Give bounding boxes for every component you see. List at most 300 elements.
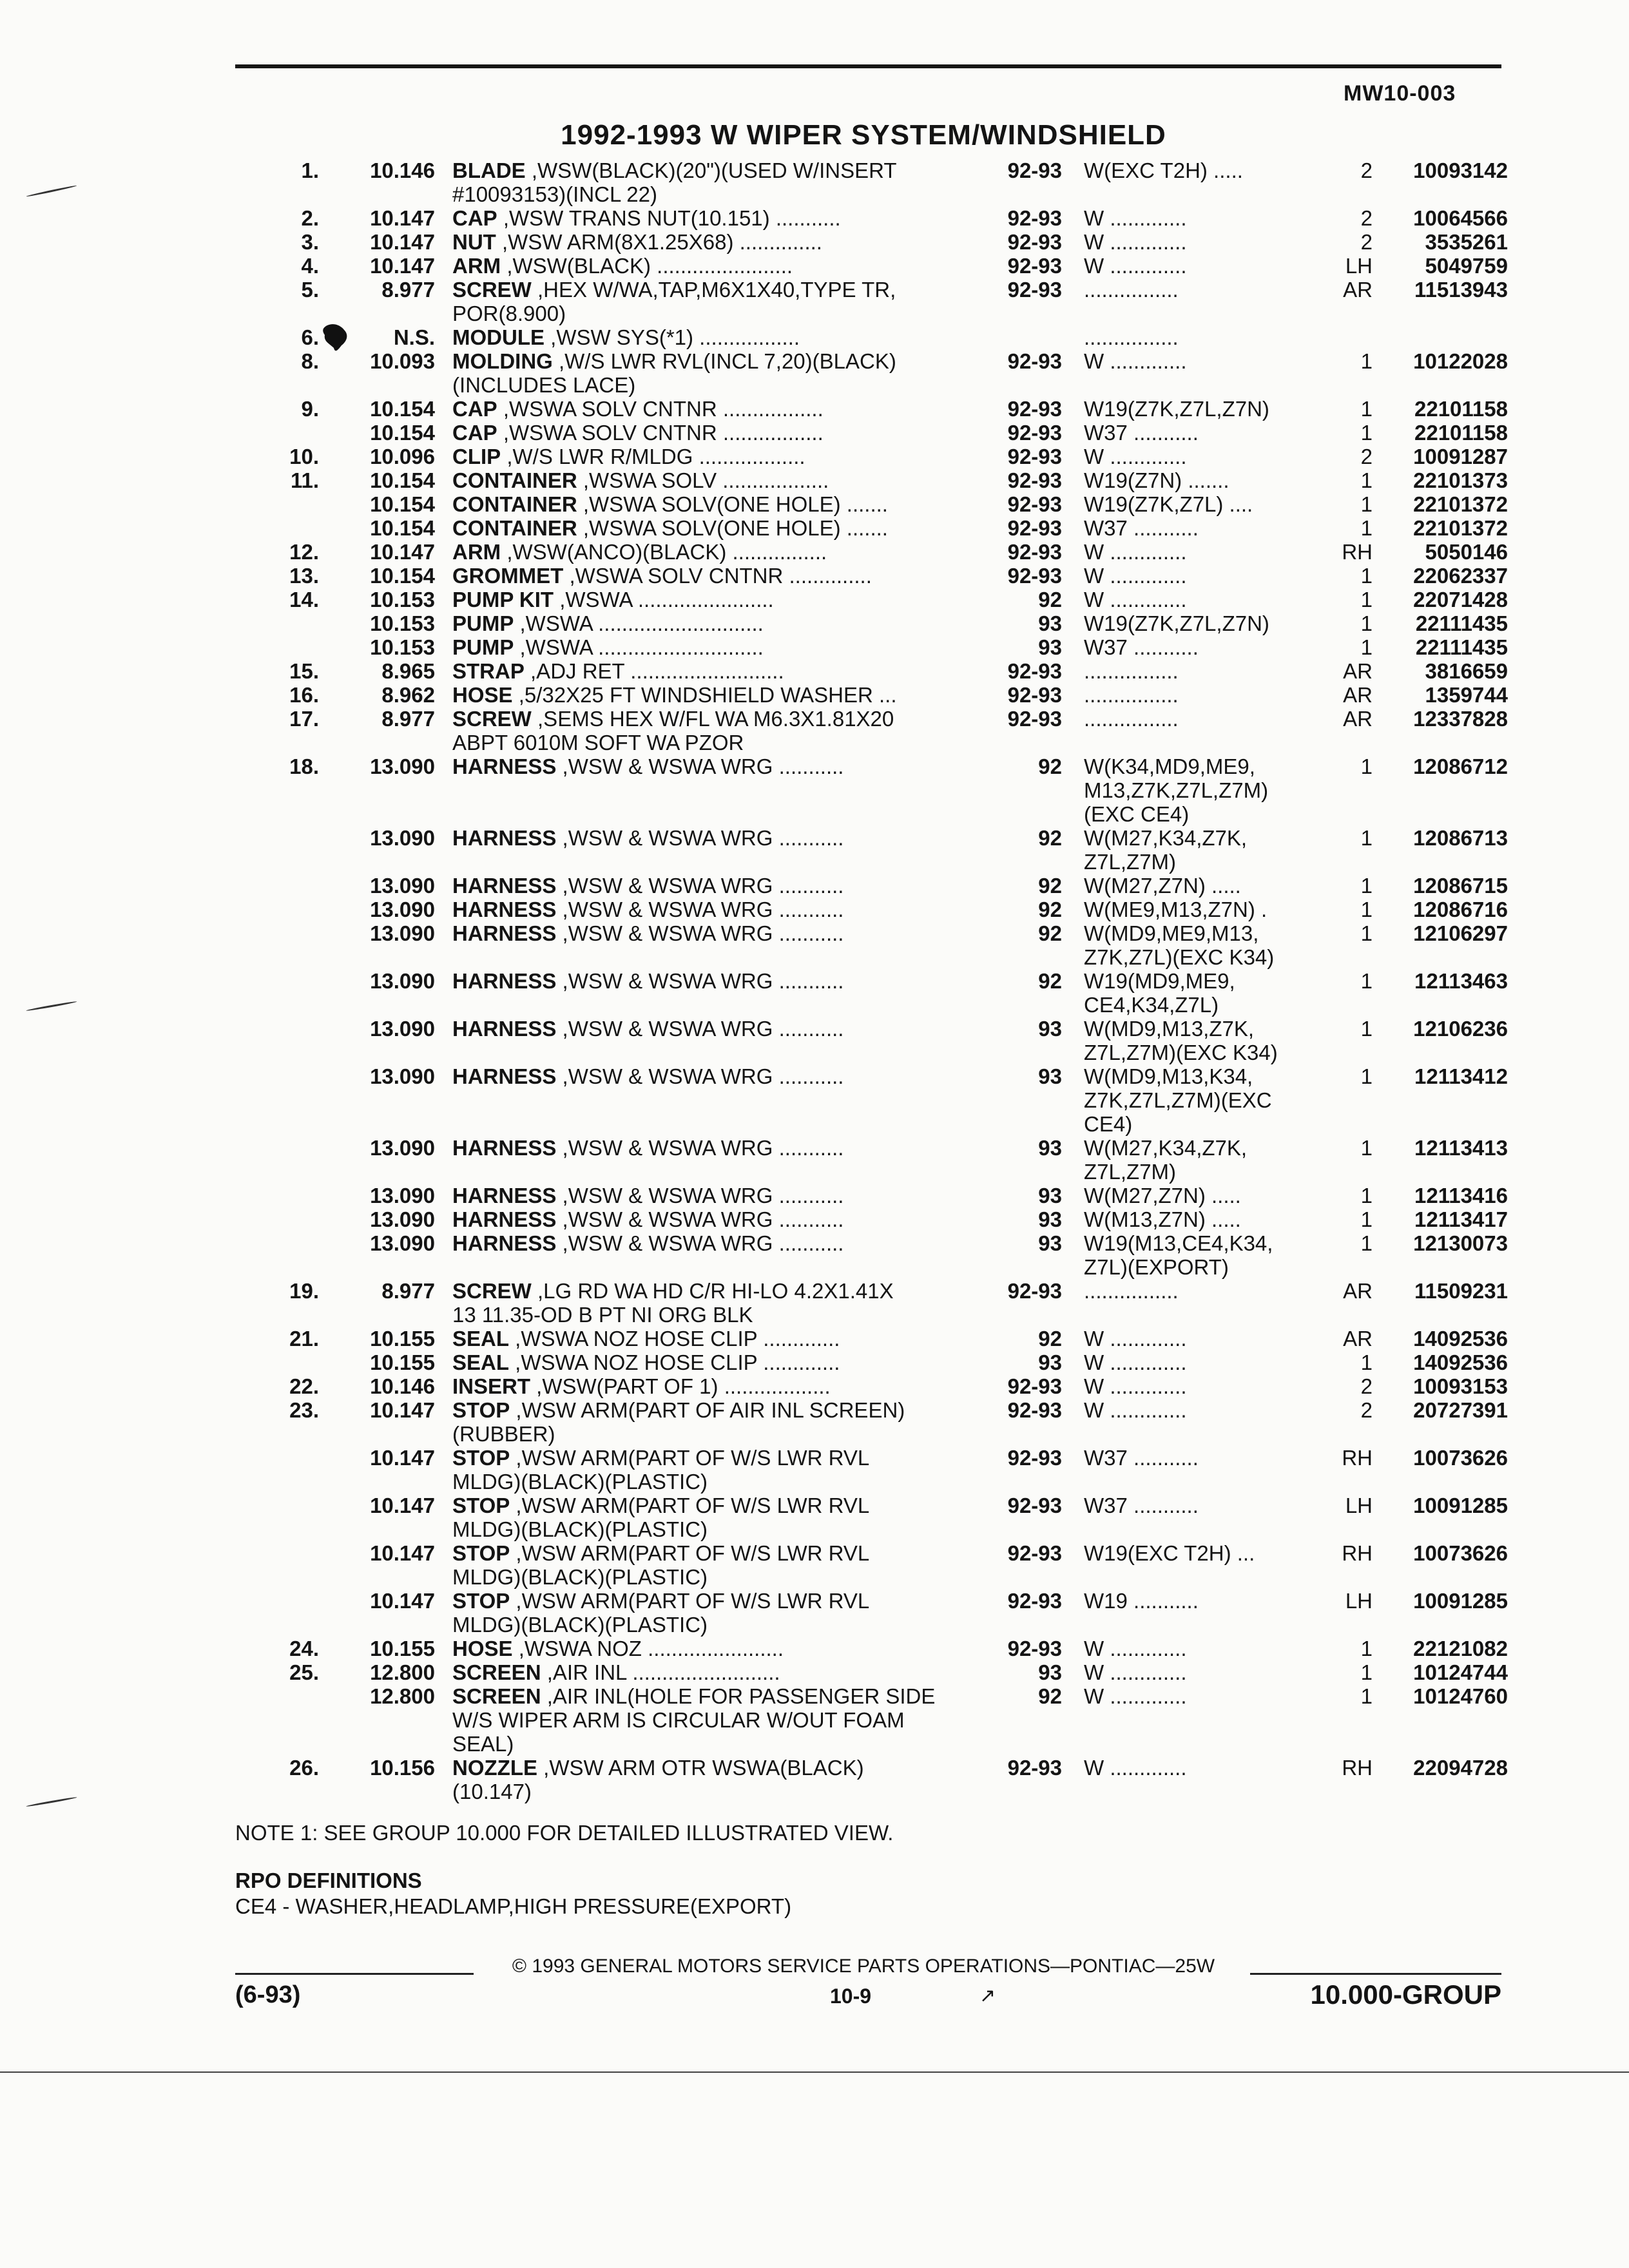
part-row [258, 516, 1508, 540]
description-text: ,WSWA ............................ [514, 635, 764, 659]
group-number: 8.977 [381, 1279, 435, 1303]
group-number: 10.146 [370, 1374, 435, 1398]
quantity: 1 [1360, 898, 1373, 921]
quantity: 1 [1360, 397, 1373, 421]
item-number: 1. [301, 159, 319, 182]
description [452, 1136, 987, 1160]
part-name: HARNESS [452, 1231, 557, 1255]
group-number: 10.153 [370, 611, 435, 635]
description-text: ,WSW(BLACK)(20")(USED W/INSERT #10093153)(INCL 22) [452, 159, 897, 206]
part-row [258, 969, 1508, 1017]
part-number: 12106297 [1413, 921, 1508, 945]
part-row [258, 159, 1508, 206]
part-row [258, 1136, 1508, 1184]
part-name: HARNESS [452, 1184, 557, 1207]
description-text: ,WSWA SOLV CNTNR ................. [497, 421, 824, 445]
part-row [258, 468, 1508, 492]
part-row [258, 754, 1508, 826]
part-number: 22101372 [1413, 492, 1508, 516]
description-text: ,WSW ARM OTR WSWA(BLACK) (10.147) [452, 1756, 864, 1803]
part-number: 3535261 [1425, 230, 1508, 254]
binder-hole-mark [26, 1796, 77, 1807]
description [452, 564, 987, 588]
quantity: 1 [1360, 349, 1373, 373]
page-code: MW10-003 [1344, 81, 1456, 106]
description [452, 874, 987, 898]
item-number: 3. [301, 230, 319, 254]
model-year: 92-93 [1007, 540, 1062, 564]
group-number: 10.154 [370, 516, 435, 540]
description-text: ,WSW ARM(PART OF W/S LWR RVL MLDG)(BLACK)(PLASTIC) [452, 1446, 870, 1494]
part-row [258, 1207, 1508, 1231]
usage: W ............. [1084, 254, 1187, 278]
part-name: HOSE [452, 1637, 513, 1660]
model-year: 92-93 [1007, 278, 1062, 302]
description-text: ,WSWA NOZ HOSE CLIP ............. [509, 1327, 840, 1350]
part-number: 22094728 [1413, 1756, 1508, 1780]
part-name: HARNESS [452, 754, 557, 778]
part-name: HARNESS [452, 1017, 557, 1041]
model-year: 92-93 [1007, 421, 1062, 445]
description [452, 230, 987, 254]
item-number: 13. [289, 564, 319, 588]
group-number: 10.147 [370, 206, 435, 230]
description [452, 1494, 987, 1541]
part-row [258, 1756, 1508, 1803]
usage: ................ [1084, 683, 1179, 707]
description-text: ,ADJ RET .......................... [524, 659, 784, 683]
item-number: 9. [301, 397, 319, 421]
part-number: 10073626 [1413, 1446, 1508, 1470]
description [452, 683, 987, 707]
usage: W ............. [1084, 540, 1187, 564]
usage: ................ [1084, 1279, 1179, 1303]
model-year: 93 [1038, 1207, 1062, 1231]
part-name: CAP [452, 206, 497, 230]
part-number: 22121082 [1413, 1637, 1508, 1660]
item-number: 10. [289, 445, 319, 468]
model-year: 92-93 [1007, 564, 1062, 588]
part-number: 12337828 [1413, 707, 1508, 731]
group-number: 13.090 [370, 826, 435, 850]
quantity: 1 [1360, 421, 1373, 445]
revision-date: (6-93) [235, 1981, 301, 2008]
part-name: PUMP KIT [452, 588, 554, 611]
description-text: ,SEMS HEX W/FL WA M6.3X1.81X20 ABPT 6010M SOFT WA PZOR [452, 707, 894, 754]
usage: W ............. [1084, 1684, 1187, 1708]
model-year: 92-93 [1007, 1279, 1062, 1303]
part-row [258, 683, 1508, 707]
part-number: 12113413 [1414, 1136, 1508, 1160]
model-year: 93 [1038, 1064, 1062, 1088]
description-text: ,WSW & WSWA WRG ........... [556, 1017, 844, 1041]
group-number: 10.147 [370, 1446, 435, 1470]
model-year: 92-93 [1007, 206, 1062, 230]
part-name: MOLDING [452, 349, 553, 373]
model-year: 92 [1038, 969, 1062, 993]
group-number: 12.800 [370, 1684, 435, 1708]
part-number: 3816659 [1425, 659, 1508, 683]
description-text: ,AIR INL ......................... [541, 1660, 780, 1684]
part-row [258, 1184, 1508, 1207]
group-number: 10.147 [370, 1494, 435, 1517]
description [452, 588, 987, 611]
part-row [258, 1541, 1508, 1589]
quantity: 1 [1360, 516, 1373, 540]
part-name: STOP [452, 1398, 510, 1422]
group-number: 12.800 [370, 1660, 435, 1684]
part-name: HARNESS [452, 826, 557, 850]
part-name: STOP [452, 1494, 510, 1517]
item-number: 5. [301, 278, 319, 302]
part-row [258, 421, 1508, 445]
model-year: 92-93 [1007, 1637, 1062, 1660]
quantity: RH [1342, 540, 1373, 564]
item-number: 26. [289, 1756, 319, 1780]
part-number: 20727391 [1413, 1398, 1508, 1422]
quantity: 1 [1360, 1231, 1373, 1255]
description-text: ,WSWA SOLV(ONE HOLE) ....... [577, 492, 888, 516]
part-number: 10091285 [1413, 1589, 1508, 1613]
usage: W ............. [1084, 564, 1187, 588]
part-name: STOP [452, 1541, 510, 1565]
group-number: 10.096 [370, 445, 435, 468]
part-number: 12113417 [1414, 1207, 1508, 1231]
usage: W19 ........... [1084, 1589, 1199, 1613]
usage: W ............. [1084, 588, 1187, 611]
part-name: ARM [452, 540, 501, 564]
model-year: 92-93 [1007, 516, 1062, 540]
part-row [258, 349, 1508, 397]
part-number: 10093142 [1413, 159, 1508, 182]
item-number: 15. [289, 659, 319, 683]
part-row [258, 1231, 1508, 1279]
group-number: 10.147 [370, 1398, 435, 1422]
page-number: 10-9 [829, 1984, 872, 2008]
model-year: 93 [1038, 635, 1062, 659]
quantity: 2 [1360, 1398, 1373, 1422]
description-text: ,W/S LWR RVL(INCL 7,20)(BLACK) (INCLUDES LACE) [452, 349, 896, 397]
description [452, 754, 987, 778]
part-name: STOP [452, 1446, 510, 1470]
description-text: ,WSW & WSWA WRG ........... [556, 1064, 844, 1088]
item-number: 17. [289, 707, 319, 731]
item-number: 14. [289, 588, 319, 611]
copyright-line: © 1993 GENERAL MOTORS SERVICE PARTS OPERATIONS—PONTIAC—25W [512, 1956, 1215, 1977]
pen-mark-icon: ↗ [979, 1985, 996, 2006]
footer-rule-right [1250, 1973, 1501, 1975]
part-number: 22111435 [1415, 635, 1508, 659]
quantity: AR [1343, 707, 1373, 731]
description [452, 921, 987, 945]
group-number: 10.156 [370, 1756, 435, 1780]
part-number: 22101158 [1414, 421, 1508, 445]
group-number: 10.147 [370, 1589, 435, 1613]
part-name: CAP [452, 421, 497, 445]
description-text: ,WSWA NOZ ....................... [512, 1637, 784, 1660]
quantity: 2 [1360, 1374, 1373, 1398]
part-name: HARNESS [452, 969, 557, 993]
group-number: 13.090 [370, 921, 435, 945]
group-number: 13.090 [370, 874, 435, 898]
description-text: ,WSW ARM(PART OF W/S LWR RVL MLDG)(BLACK)(PLASTIC) [452, 1589, 870, 1637]
description [452, 1184, 987, 1207]
description [452, 1231, 987, 1255]
quantity: 1 [1360, 1684, 1373, 1708]
parts-list [258, 159, 1508, 1803]
description-text: ,WSW ARM(PART OF AIR INL SCREEN) (RUBBER) [452, 1398, 905, 1446]
part-number: 12113463 [1414, 969, 1508, 993]
quantity: AR [1343, 659, 1373, 683]
part-number: 12113416 [1414, 1184, 1508, 1207]
quantity: AR [1343, 278, 1373, 302]
item-number: 4. [301, 254, 319, 278]
quantity: 2 [1360, 230, 1373, 254]
quantity: 1 [1360, 1207, 1373, 1231]
part-row [258, 826, 1508, 874]
part-number: 5050146 [1425, 540, 1508, 564]
binder-hole-mark [26, 185, 77, 198]
description [452, 707, 987, 754]
quantity: RH [1342, 1446, 1373, 1470]
item-number: 18. [289, 754, 319, 778]
description-text: ,WSW & WSWA WRG ........... [556, 898, 844, 921]
quantity: 1 [1360, 492, 1373, 516]
description [452, 278, 987, 325]
rpo-heading: RPO DEFINITIONS [235, 1869, 422, 1892]
model-year: 92 [1038, 898, 1062, 921]
description [452, 1207, 987, 1231]
part-row [258, 206, 1508, 230]
group-number: 10.147 [370, 1541, 435, 1565]
model-year: 92-93 [1007, 468, 1062, 492]
part-number: 12086713 [1413, 826, 1508, 850]
model-year: 92-93 [1007, 707, 1062, 731]
usage: W ............. [1084, 349, 1187, 373]
part-number: 10073626 [1413, 1541, 1508, 1565]
model-year: 92-93 [1007, 1494, 1062, 1517]
part-number: 22101158 [1414, 397, 1508, 421]
rpo-definition-ce4: CE4 - WASHER,HEADLAMP,HIGH PRESSURE(EXPORT) [235, 1894, 792, 1918]
part-row [258, 1350, 1508, 1374]
part-row [258, 1017, 1508, 1064]
description-text: ,WSW ARM(8X1.25X68) .............. [496, 230, 822, 254]
quantity: 1 [1360, 1350, 1373, 1374]
group-number: 10.153 [370, 635, 435, 659]
part-row [258, 278, 1508, 325]
quantity: 1 [1360, 564, 1373, 588]
usage: W19(Z7K,Z7L,Z7N) [1084, 611, 1269, 635]
description-text: ,WSW(PART OF 1) .................. [530, 1374, 831, 1398]
part-name: MODULE [452, 325, 545, 349]
quantity: 1 [1360, 1660, 1373, 1684]
part-number: 22062337 [1413, 564, 1508, 588]
usage: W ............. [1084, 1327, 1187, 1350]
description [452, 349, 987, 397]
part-number: 10124744 [1413, 1660, 1508, 1684]
part-name: SCREW [452, 278, 532, 302]
model-year: 92-93 [1007, 1756, 1062, 1780]
part-number: 12086716 [1413, 898, 1508, 921]
item-number: 11. [290, 468, 319, 492]
description-text: ,WSW & WSWA WRG ........... [556, 921, 844, 945]
usage: ................ [1084, 325, 1179, 349]
model-year: 92-93 [1007, 230, 1062, 254]
quantity: 2 [1360, 206, 1373, 230]
part-name: NOZZLE [452, 1756, 537, 1780]
group-number: 10.154 [370, 564, 435, 588]
part-row [258, 445, 1508, 468]
description [452, 1756, 987, 1803]
item-number: 22. [289, 1374, 319, 1398]
description [452, 1279, 987, 1327]
description-text: ,WSWA ............................ [514, 611, 764, 635]
part-name: HARNESS [452, 898, 557, 921]
description [452, 516, 987, 540]
description-text: ,HEX W/WA,TAP,M6X1X40,TYPE TR, POR(8.900) [452, 278, 896, 325]
part-row [258, 1589, 1508, 1637]
part-number: 10064566 [1413, 206, 1508, 230]
part-row [258, 1279, 1508, 1327]
item-number: 25. [289, 1660, 319, 1684]
description-text: ,WSWA SOLV CNTNR ................. [497, 397, 824, 421]
description-text: ,WSW SYS(*1) ................. [545, 325, 800, 349]
part-number: 12086715 [1413, 874, 1508, 898]
usage: W19(EXC T2H) ... [1084, 1541, 1255, 1565]
description [452, 1637, 987, 1660]
model-year: 93 [1038, 611, 1062, 635]
description [452, 1446, 987, 1494]
usage: W(M27,Z7N) ..... [1084, 1184, 1241, 1207]
group-number: N.S. [393, 325, 435, 349]
usage: W19(Z7N) ....... [1084, 468, 1229, 492]
usage: W(MD9,ME9,M13, Z7K,Z7L)(EXC K34) [1084, 921, 1275, 969]
usage: ................ [1084, 659, 1179, 683]
quantity: 1 [1360, 921, 1373, 945]
part-row [258, 1374, 1508, 1398]
quantity: AR [1343, 1327, 1373, 1350]
group-number: 10.154 [370, 397, 435, 421]
model-year: 92 [1038, 588, 1062, 611]
group-number: 10.155 [370, 1637, 435, 1660]
part-row [258, 540, 1508, 564]
group-number: 13.090 [370, 1207, 435, 1231]
description-text: ,WSW & WSWA WRG ........... [556, 1207, 844, 1231]
description-text: ,WSW(ANCO)(BLACK) ................ [501, 540, 827, 564]
part-number: 14092536 [1413, 1327, 1508, 1350]
part-number: 1359744 [1425, 683, 1508, 707]
model-year: 92-93 [1007, 1374, 1062, 1398]
description [452, 635, 987, 659]
group-number: 13.090 [370, 1184, 435, 1207]
model-year: 93 [1038, 1136, 1062, 1160]
usage: W ............. [1084, 1637, 1187, 1660]
description-text: ,WSW ARM(PART OF W/S LWR RVL MLDG)(BLACK)(PLASTIC) [452, 1541, 870, 1589]
part-row [258, 898, 1508, 921]
part-name: SEAL [452, 1350, 510, 1374]
model-year: 92-93 [1007, 492, 1062, 516]
item-number: 24. [289, 1637, 319, 1660]
usage: W ............. [1084, 1660, 1187, 1684]
model-year: 92-93 [1007, 659, 1062, 683]
description-text: ,WSW & WSWA WRG ........... [556, 754, 844, 778]
quantity: 1 [1360, 635, 1373, 659]
item-number: 2. [301, 206, 319, 230]
part-row [258, 492, 1508, 516]
part-row [258, 1064, 1508, 1136]
model-year: 93 [1038, 1350, 1062, 1374]
group-number: 10.155 [370, 1327, 435, 1350]
quantity: 1 [1360, 1637, 1373, 1660]
usage: W ............. [1084, 230, 1187, 254]
description-text: ,WSW & WSWA WRG ........... [556, 1231, 844, 1255]
part-number: 14092536 [1413, 1350, 1508, 1374]
group-number: 8.965 [381, 659, 435, 683]
group-number: 10.154 [370, 492, 435, 516]
part-row [258, 635, 1508, 659]
part-name: HARNESS [452, 1136, 557, 1160]
quantity: AR [1343, 683, 1373, 707]
description [452, 1064, 987, 1088]
description [452, 492, 987, 516]
part-name: CONTAINER [452, 492, 577, 516]
part-number: 10122028 [1413, 349, 1508, 373]
model-year: 92 [1038, 1327, 1062, 1350]
model-year: 92-93 [1007, 1446, 1062, 1470]
description [452, 445, 987, 468]
model-year: 93 [1038, 1231, 1062, 1255]
group-number: 10.154 [370, 468, 435, 492]
part-row [258, 707, 1508, 754]
usage: W(EXC T2H) ..... [1084, 159, 1243, 182]
group-number: 10.146 [370, 159, 435, 182]
description [452, 397, 987, 421]
part-name: BLADE [452, 159, 526, 182]
group-number: 10.153 [370, 588, 435, 611]
description-text: ,WSWA SOLV CNTNR .............. [563, 564, 872, 588]
description-text: ,W/S LWR R/MLDG .................. [501, 445, 805, 468]
group-number: 10.155 [370, 1350, 435, 1374]
model-year: 93 [1038, 1017, 1062, 1041]
quantity: 1 [1360, 468, 1373, 492]
model-year: 92 [1038, 826, 1062, 850]
part-row [258, 1446, 1508, 1494]
part-name: SCREW [452, 707, 532, 731]
usage: W ............. [1084, 445, 1187, 468]
usage: W(M27,Z7N) ..... [1084, 874, 1241, 898]
part-row [258, 564, 1508, 588]
quantity: 1 [1360, 1064, 1373, 1088]
usage: W(MD9,M13,Z7K, Z7L,Z7M)(EXC K34) [1084, 1017, 1278, 1064]
description-text: ,WSW TRANS NUT(10.151) ........... [497, 206, 841, 230]
part-row [258, 1327, 1508, 1350]
quantity: 1 [1360, 826, 1373, 850]
part-name: HARNESS [452, 1207, 557, 1231]
description [452, 1374, 987, 1398]
quantity: AR [1343, 1279, 1373, 1303]
description-text: ,WSW & WSWA WRG ........... [556, 826, 844, 850]
description-text: ,5/32X25 FT WINDSHIELD WASHER ... [512, 683, 897, 707]
model-year: 92 [1038, 1684, 1062, 1708]
quantity: LH [1345, 1589, 1373, 1613]
group-number: 10.147 [370, 254, 435, 278]
quantity: 1 [1360, 969, 1373, 993]
usage: W(K34,MD9,ME9, M13,Z7K,Z7L,Z7M) (EXC CE4) [1084, 754, 1269, 826]
description [452, 159, 987, 206]
part-number: 10093153 [1413, 1374, 1508, 1398]
part-number: 12086712 [1413, 754, 1508, 778]
quantity: 1 [1360, 611, 1373, 635]
